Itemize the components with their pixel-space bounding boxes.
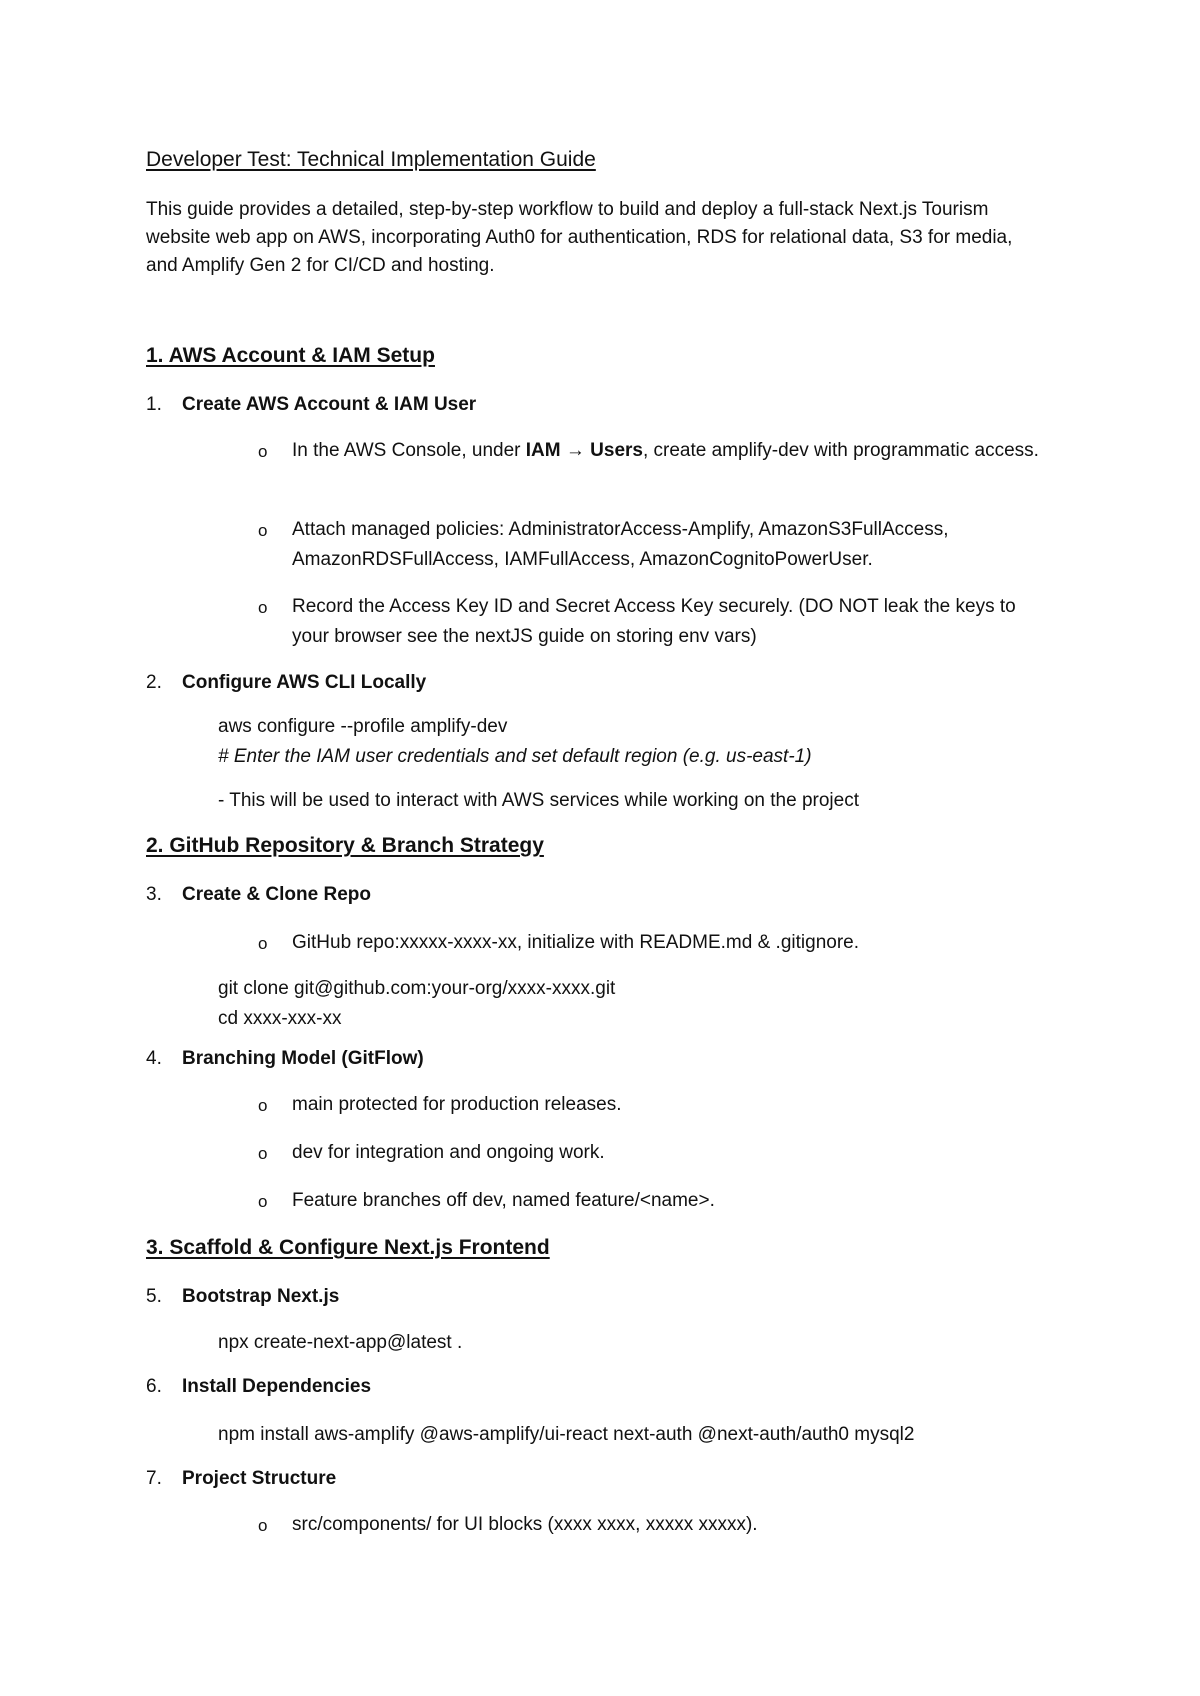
step-title: Branching Model (GitFlow) xyxy=(182,1048,424,1069)
step-title: Install Dependencies xyxy=(182,1376,372,1397)
bullet-marker: o xyxy=(258,521,268,540)
code-line: aws configure --profile amplify-dev xyxy=(218,716,508,737)
step-title: Create AWS Account & IAM User xyxy=(182,394,477,415)
step-title: Configure AWS CLI Locally xyxy=(182,672,427,693)
step-title: Bootstrap Next.js xyxy=(182,1286,340,1307)
step-3 xyxy=(146,884,371,906)
section-heading-github: 2. GitHub Repository & Branch Strategy xyxy=(146,834,544,857)
section-heading-nextjs: 3. Scaffold & Configure Next.js Frontend xyxy=(146,1236,550,1259)
code-block-aws-configure xyxy=(218,712,812,772)
step-number: 3. xyxy=(146,884,162,905)
step-number: 5. xyxy=(146,1286,162,1307)
step-4 xyxy=(146,1048,424,1070)
document-title: Developer Test: Technical Implementation Guide xyxy=(146,148,596,171)
step-number: 2. xyxy=(146,672,162,693)
step-number: 7. xyxy=(146,1468,162,1489)
step-7 xyxy=(146,1468,336,1490)
step-number: 4. xyxy=(146,1048,162,1069)
code-block-git-clone xyxy=(218,974,615,1034)
step-1 xyxy=(146,394,476,416)
step-number: 1. xyxy=(146,394,162,415)
bullet-marker: o xyxy=(258,1516,268,1535)
step-title: Create & Clone Repo xyxy=(182,884,371,905)
code-line-create-next-app: npx create-next-app@latest . xyxy=(218,1332,463,1353)
bullet-item-iam-user: In the AWS Console, under IAM → Users, create amplify-dev with programmatic access. xyxy=(292,440,1039,461)
bullet-item-policies: Attach managed policies: AdministratorAccess-Amplify, AmazonS3FullAccess, AmazonRDSFullAccess, IAMFullAccess, AmazonCognitoPowerUser. xyxy=(292,519,949,570)
step-5 xyxy=(146,1286,339,1308)
bullet-item-repo: GitHub repo:xxxxx-xxxx-xx, initialize with README.md & .gitignore. xyxy=(292,932,859,953)
bullet-marker: o xyxy=(258,598,268,617)
code-line: git clone git@github.com:your-org/xxxx-xxxx.git xyxy=(218,978,616,999)
code-comment: # Enter the IAM user credentials and set default region (e.g. us-east-1) xyxy=(218,746,812,767)
section-heading-aws: 1. AWS Account & IAM Setup xyxy=(146,344,435,367)
step-2 xyxy=(146,672,426,694)
bullet-marker: o xyxy=(258,934,268,953)
bullet-item-dev-branch: dev for integration and ongoing work. xyxy=(292,1142,605,1163)
bullet-marker: o xyxy=(258,1192,268,1211)
bullet-marker: o xyxy=(258,1096,268,1115)
intro-paragraph: This guide provides a detailed, step-by-step workflow to build and deploy a full-stack Next.js Tourism website web app on AWS, incorporating Auth0 for authentication, RDS for relational data, S3 for media, and Amplify Gen 2 for CI/CD and hosting. xyxy=(146,199,1013,276)
step-6 xyxy=(146,1376,371,1398)
note-aws-cli: - This will be used to interact with AWS services while working on the project xyxy=(218,790,859,811)
code-line-npm-install: npm install aws-amplify @aws-amplify/ui-react next-auth @next-auth/auth0 mysql2 xyxy=(218,1424,915,1445)
bullet-item-components: src/components/ for UI blocks (xxxx xxxx, xxxxx xxxxx). xyxy=(292,1514,758,1535)
code-line: cd xxxx-xxx-xx xyxy=(218,1008,342,1029)
bullet-item-access-keys: Record the Access Key ID and Secret Access Key securely. (DO NOT leak the keys to your browser see the nextJS guide on storing env vars) xyxy=(292,596,1016,647)
bullet-item-main-branch: main protected for production releases. xyxy=(292,1094,622,1115)
bullet-marker: o xyxy=(258,442,268,461)
step-title: Project Structure xyxy=(182,1468,337,1489)
bullet-item-feature-branches: Feature branches off dev, named feature/<name>. xyxy=(292,1190,715,1211)
bullet-marker: o xyxy=(258,1144,268,1163)
step-number: 6. xyxy=(146,1376,162,1397)
